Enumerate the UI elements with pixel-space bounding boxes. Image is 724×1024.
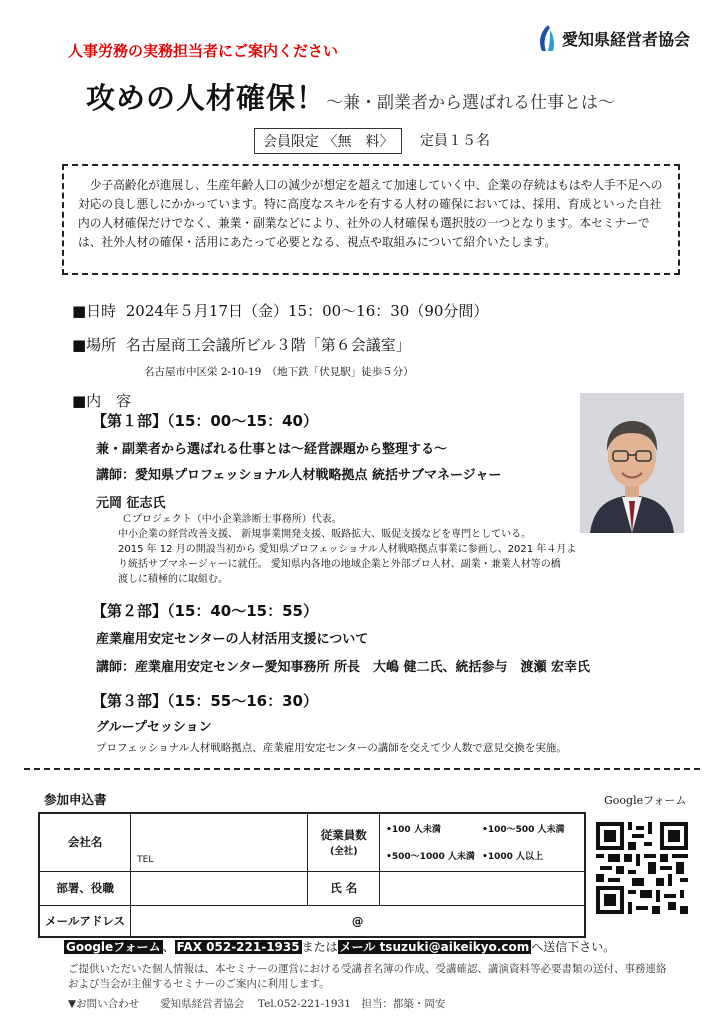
- title-sub: ～兼・副業者から選ばれる仕事とは～: [326, 93, 616, 113]
- content-label: ■内 容: [72, 392, 132, 410]
- part3-head: 【第３部】（15：55～16：30）: [92, 692, 318, 710]
- qr-code-icon[interactable]: [596, 822, 688, 914]
- bio-line: り統括サブマネージャーに就任。 愛知県内各地の地域企業と外部プロ人材、副業・兼業人材等の橋: [118, 559, 561, 570]
- part2-speaker-role: 講師：産業雇用安定センター愛知事務所 所長 大嶋 健二氏、統括参与 渡瀬 宏幸氏: [96, 660, 591, 675]
- privacy-note: ご提供いただいた個人情報は、本セミナーの運営における受講者名簿の作成、受講確認、講演資料等必要書類の送付、事務連絡および当会が主催するセミナーのご案内に利用します。: [68, 963, 667, 990]
- date-label: ■日時: [72, 302, 117, 320]
- email-link[interactable]: メール tsuzuki@aikeikyo.com: [339, 940, 530, 954]
- part1-speaker-name: 元岡 征志氏: [96, 496, 166, 511]
- form-title: 参加申込書: [44, 792, 107, 807]
- tel-label: TEL: [137, 854, 154, 865]
- intro-box: [62, 164, 680, 275]
- bio-line: 2015 年 12 月の開設当初から 愛知県プロフェッショナル人材戦略拠点事業に参画し、2021 年４月よ: [118, 544, 577, 555]
- bio-line: 渡しに積極的に取組む。: [118, 574, 228, 585]
- fax-number: FAX 052-221-1935: [176, 940, 300, 954]
- employees-options: [380, 813, 585, 871]
- contact-info: ▼お問い合わせ 愛知県経営者協会 Tel.052-221-1931 担当：都築・岡安: [68, 998, 446, 1010]
- google-form-link[interactable]: Googleフォーム: [66, 940, 161, 954]
- send-sep: 、: [162, 940, 175, 954]
- application-form: [38, 812, 586, 938]
- company-label: 会社名: [39, 813, 131, 871]
- dept-label: 部署、役職: [39, 871, 131, 905]
- date-value: 2024年５月17日（金）15：00～16：30（90分間）: [125, 302, 489, 320]
- name-field[interactable]: [380, 871, 585, 905]
- date-row: [72, 300, 488, 321]
- title-main: 攻めの人材確保！: [86, 81, 327, 115]
- employees-option[interactable]: •100 人未満: [386, 825, 441, 836]
- company-field[interactable]: [131, 813, 308, 871]
- part1-speaker-role: 講師：愛知県プロフェッショナル人材戦略拠点 統括サブマネージャー: [96, 468, 502, 483]
- place-label: ■場所: [72, 336, 117, 354]
- part1-topic: 兼・副業者から選ばれる仕事とは～経営課題から整理する～: [96, 442, 448, 457]
- bio-line: 中小企業の経営改善支援、 新規事業開発支援、販路拡大、販促支援などを専門としている。: [118, 529, 532, 540]
- name-label: 氏 名: [308, 871, 380, 905]
- part3-topic: グループセッション: [96, 720, 212, 735]
- org-name: 愛知県経営者協会: [562, 29, 691, 49]
- part1-head: 【第１部】（15：00～15：40）: [92, 412, 318, 430]
- cut-line: [24, 768, 700, 770]
- org-logo: [536, 24, 690, 52]
- part2-head: 【第２部】（15：40～15：55）: [92, 602, 318, 620]
- part3-desc: プロフェッショナル人材戦略拠点、産業雇用安定センターの講師を交えて少人数で意見交換を実施。: [96, 742, 567, 754]
- place-row: [72, 334, 411, 355]
- page-title: [86, 76, 615, 117]
- employees-label: [308, 813, 380, 871]
- bio-line: Ｃプロジェクト（中小企業診断士事務所）代表。: [122, 514, 342, 525]
- employees-option[interactable]: •1000 人以上: [482, 852, 543, 863]
- send-or: または: [301, 940, 338, 954]
- place-address: 名古屋市中区栄 2-10-19 （地下鉄「伏見駅」徒歩５分）: [144, 366, 414, 378]
- part2-topic: 産業雇用安定センターの人材活用支援について: [96, 632, 369, 647]
- employees-sub: (全社): [329, 846, 358, 858]
- google-form-label: Googleフォーム: [604, 794, 687, 807]
- at-mark: @: [351, 913, 364, 928]
- employees-option[interactable]: •100～500 人未満: [482, 825, 565, 836]
- send-tail: へ送信下さい。: [531, 940, 616, 954]
- capacity-text: 定員１５名: [420, 133, 490, 149]
- intro-text: 少子高齢化が進展し、生産年齢人口の減少が想定を超えて加速していく中、企業の存続はもはや人手不足への対応の良し悪しにかかっています。特に高度なスキルを有する人材の確保においては、採用、育成といった自社内の人材確保だけでなく、兼業・副業などにより、社外の人材確保も選択肢の一つとなります。本セミナーでは、社外人材の確保・活用にあたって必要となる、視点や取組みについて紹介いたします。: [78, 178, 663, 249]
- member-only-badge: 会員限定 〈無 料〉: [254, 128, 402, 154]
- email-label: メールアドレス: [39, 905, 131, 937]
- place-value: 名古屋商工会議所ビル３階「第６会議室」: [125, 336, 411, 354]
- part1-bio: [118, 512, 576, 587]
- speaker-photo: [580, 393, 684, 533]
- employees-option[interactable]: •500～1000 人未満: [386, 852, 475, 863]
- dept-field[interactable]: [131, 871, 308, 905]
- email-field[interactable]: [131, 905, 585, 937]
- logo-mark-icon: [536, 24, 558, 52]
- employees-label-text: 従業員数: [320, 828, 367, 843]
- target-audience-note: 人事労務の実務担当者にご案内ください: [68, 42, 339, 60]
- send-instructions: [64, 938, 615, 955]
